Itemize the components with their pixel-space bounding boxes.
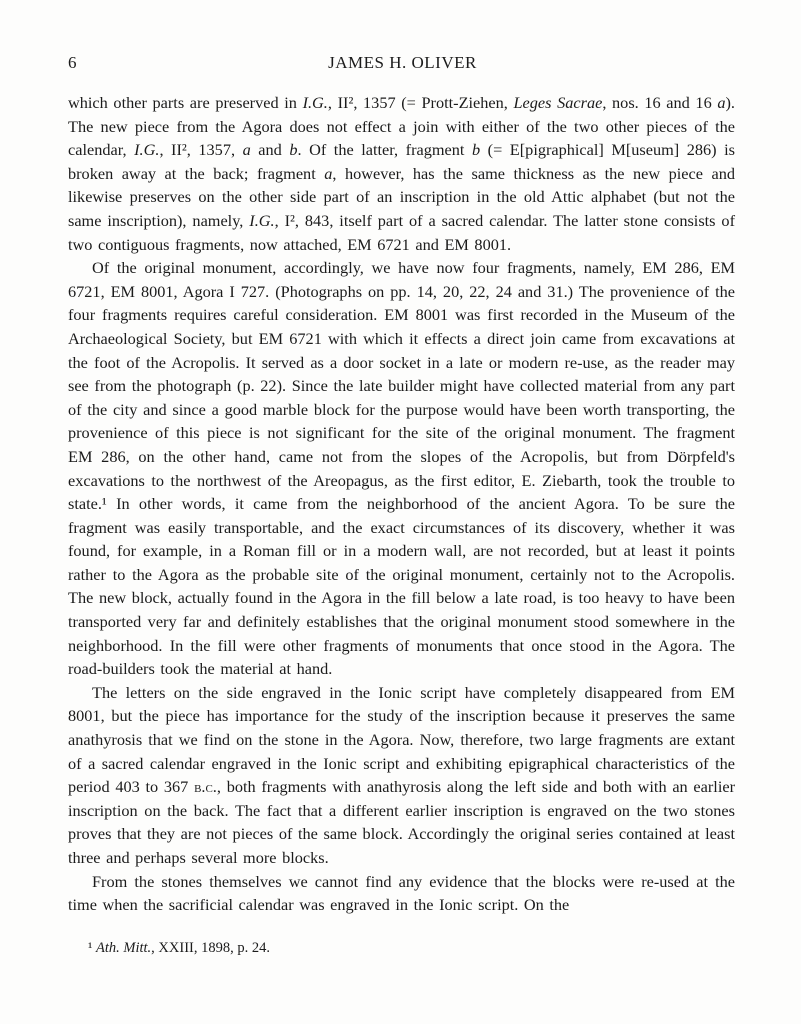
footnote: ¹ Ath. Mitt., XXIII, 1898, p. 24. xyxy=(88,940,270,956)
running-head-title: JAMES H. OLIVER xyxy=(328,53,477,72)
body-paragraph: The letters on the side engraved in the Ionic script have completely disappeared from EM 8001, but the piece has importance for the study of the inscription because it preserves the same anathyrosis that we find on the stone in the Agora. Now, therefore, two large fragments are extant of a sacred calendar engraved in the Ionic script and exhibiting epigraphical characteristics of the period 403 to 367 b.c., both fragments with anathyrosis along the left side and both with an earlier inscription on the back. The fact that a different earlier inscription is engraved on the two stones proves that they are not pieces of the same block. Accordingly the original series contained at least three and perhaps several more blocks. xyxy=(68,682,736,867)
page-number: 6 xyxy=(68,53,77,72)
body-paragraph: From the stones themselves we cannot find any evidence that the blocks were re-used at the time when the sacrificial calendar was engraved in the Ionic script. On the xyxy=(68,871,735,915)
running-head xyxy=(68,53,737,77)
body-text xyxy=(68,91,735,917)
body-paragraph: which other parts are preserved in I.G., II², 1357 (= Prott-Ziehen, Leges Sacrae, nos. 16 and 16 a). The new piece from the Agora does not effect a join with either of the two other pieces of the calendar, I.G., II², 1357, a and b. Of the latter, fragment b (= E[pigraphical] M[useum] 286) is broken away at the back; fragment a, however, has the same thickness as the new piece and likewise preserves on the other side part of an inscription in the old Attic alphabet (but not the same inscription), namely, I.G., I², 843, itself part of a sacred calendar. The latter stone consists of two contiguous fragments, now attached, EM 6721 and EM 8001. xyxy=(68,93,735,254)
body-paragraph: Of the original monument, accordingly, we have now four fragments, namely, EM 286, EM 6721, EM 8001, Agora I 727. (Photographs on pp. 14, 20, 22, 24 and 31.) The provenience of the four fragments requires careful consideration. EM 8001 was first recorded in the Museum of the Archaeological Society, but EM 6721 with which it effects a direct join came from excavations at the foot of the Acropolis. It served as a door socket in a late or modern re-use, as the reader may see from the photograph (p. 22). Since the late builder might have collected material from any part of the city and since a good marble block for the purpose would have been worth transporting, the provenience of this piece is not significant for the site of the original monument. The fragment EM 286, on the other hand, came not from the slopes of the Acropolis, but from Dörpfeld's excavations to the northwest of the Areopagus, as the first editor, E. Ziebarth, took the trouble to state.¹ In other words, it came from the neighborhood of the ancient Agora. To be sure the fragment was easily transportable, and the exact circumstances of its discovery, whether it was found, for example, in a Roman fill or in a modern wall, are not recorded, but at least it points rather to the Agora as the probable site of the original monument, certainly not to the Acropolis. The new block, actually found in the Agora in the fill below a late road, is too heavy to have been transported very far and definitely establishes that the original monument stood somewhere in the neighborhood. In the fill were other fragments of monuments that once stood in the Agora. The road-builders took the material at hand. xyxy=(68,258,735,679)
